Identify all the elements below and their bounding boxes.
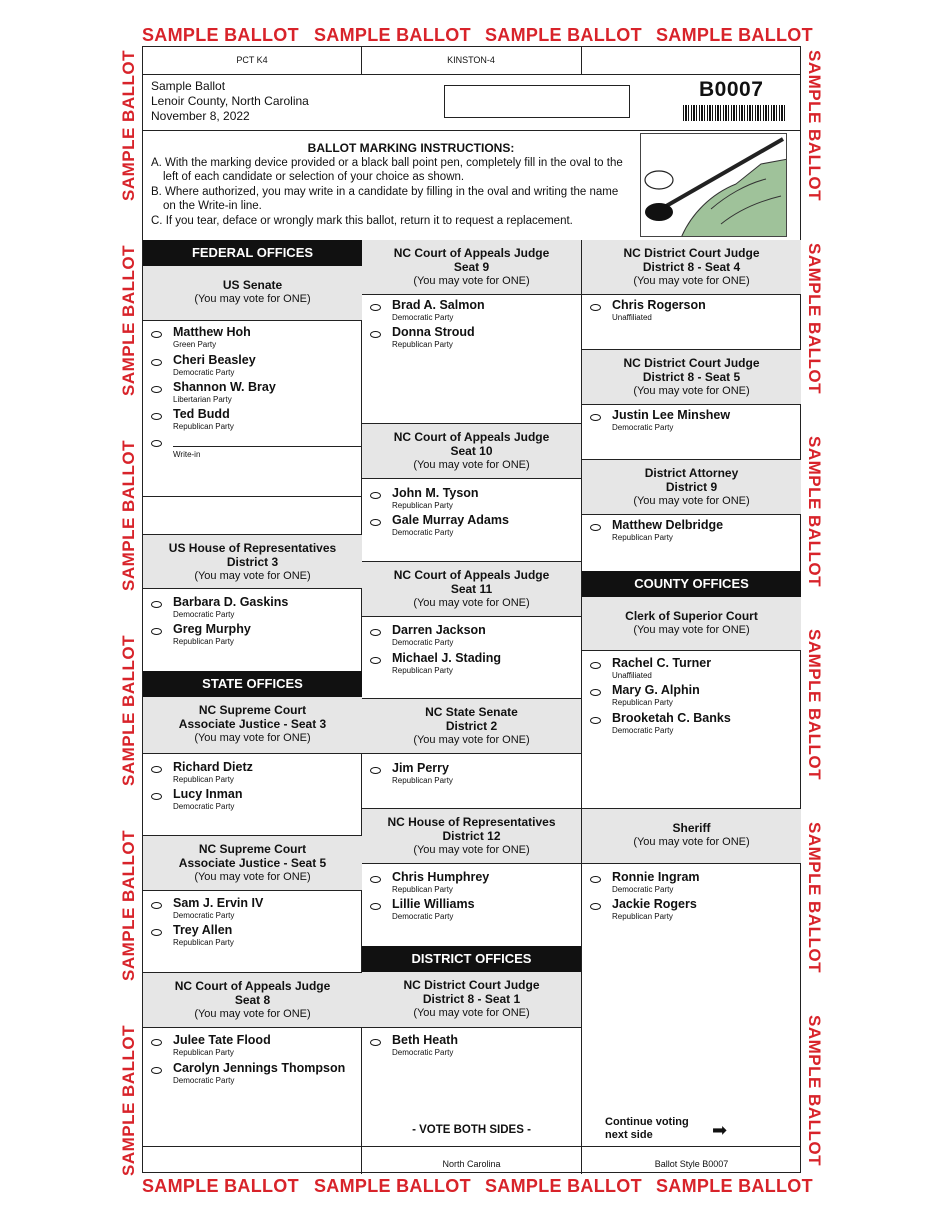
candidate-party: Republican Party: [173, 1048, 234, 1057]
vote-for-one: (You may vote for ONE): [413, 597, 530, 609]
candidate-name: Matthew Delbridge: [612, 518, 724, 532]
watermark-top-1: SAMPLE BALLOT: [142, 25, 299, 45]
contest-title: NC District Court Judge: [403, 978, 540, 992]
ballot-header-info: [151, 79, 309, 124]
watermark-left-4: SAMPLE BALLOT: [119, 635, 138, 786]
watermark-left-1: SAMPLE BALLOT: [119, 50, 138, 201]
watermark-top-3: SAMPLE BALLOT: [485, 25, 642, 45]
vote-for-one: (You may vote for ONE): [413, 1007, 530, 1019]
header-line-2: Lenoir County, North Carolina: [151, 94, 309, 108]
footer-state: North Carolina: [442, 1159, 501, 1169]
watermark-right-4: SAMPLE BALLOT: [805, 629, 824, 780]
vote-for-one: (You may vote for ONE): [194, 570, 311, 582]
candidate-name: Michael J. Stading: [392, 651, 502, 665]
vote-for-one: (You may vote for ONE): [633, 275, 750, 287]
candidate-party: Democratic Party: [392, 638, 454, 647]
candidate-party: Democratic Party: [612, 726, 674, 735]
arrow-right-icon: ➡: [712, 1120, 728, 1140]
vote-for-one: (You may vote for ONE): [194, 293, 311, 305]
candidate-name: Shannon W. Bray: [173, 380, 276, 394]
candidate-party: Democratic Party: [392, 528, 454, 537]
oval-icon[interactable]: [370, 519, 381, 526]
oval-icon[interactable]: [590, 524, 601, 531]
oval-icon[interactable]: [590, 717, 601, 724]
candidate-party: Unaffiliated: [612, 671, 652, 680]
candidate-party: Green Party: [173, 340, 217, 349]
oval-icon[interactable]: [151, 766, 162, 773]
vote-for-one: (You may vote for ONE): [194, 871, 311, 883]
oval-icon[interactable]: [151, 359, 162, 366]
watermark-right-1: SAMPLE BALLOT: [805, 50, 824, 201]
contest-subtitle: District 8 - Seat 5: [642, 370, 741, 384]
section-state-offices: STATE OFFICES: [143, 671, 362, 697]
oval-icon[interactable]: [370, 657, 381, 664]
contest-district-court-8-1-header: [362, 972, 581, 1028]
contest-coa-seat-10-header: [362, 424, 581, 479]
candidate-name: John M. Tyson: [392, 486, 479, 500]
candidate-party: Unaffiliated: [612, 313, 652, 322]
contest-title: NC Supreme Court: [198, 842, 307, 856]
oval-icon[interactable]: [370, 629, 381, 636]
vote-for-one: (You may vote for ONE): [413, 734, 530, 746]
candidate-name: Ted Budd: [173, 407, 230, 421]
contest-us-house-header: [143, 535, 362, 589]
watermark-top-2: SAMPLE BALLOT: [314, 25, 471, 45]
candidate-name: Gale Murray Adams: [392, 513, 509, 527]
contest-subtitle: Seat 11: [450, 582, 493, 596]
candidate-party: Republican Party: [392, 501, 453, 510]
contest-subtitle: District 3: [226, 555, 279, 569]
candidate-name: Donna Stroud: [392, 325, 475, 339]
instruction-c: C. If you tear, deface or wrongly mark this ballot, return it to request a replacement.: [151, 214, 573, 227]
candidate-party: Republican Party: [173, 422, 234, 431]
contest-title: NC State Senate: [425, 705, 518, 719]
contest-nc-senate-2-header: [362, 699, 581, 754]
candidate-party: Democratic Party: [392, 912, 454, 921]
contest-subtitle: District 2: [445, 719, 498, 733]
candidate-name: Brad A. Salmon: [392, 298, 485, 312]
vote-for-one: (You may vote for ONE): [633, 836, 750, 848]
contest-title: NC House of Representatives: [387, 815, 556, 829]
candidate-name: Julee Tate Flood: [173, 1033, 271, 1047]
watermark-bottom-1: SAMPLE BALLOT: [142, 1176, 299, 1196]
contest-title: US House of Representatives: [168, 541, 337, 555]
watermark-left-6: SAMPLE BALLOT: [119, 1025, 138, 1176]
candidate-party: Republican Party: [612, 912, 673, 921]
contest-subtitle: District 8 - Seat 4: [642, 260, 741, 274]
oval-icon[interactable]: [151, 601, 162, 608]
continue-line-1: Continue voting: [605, 1116, 689, 1128]
oval-icon[interactable]: [151, 793, 162, 800]
contest-title: Clerk of Superior Court: [625, 609, 758, 623]
watermark-bottom-3: SAMPLE BALLOT: [485, 1176, 642, 1196]
candidate-name: Cheri Beasley: [173, 353, 256, 367]
contest-title: NC Court of Appeals Judge: [393, 430, 550, 444]
instructions-title: BALLOT MARKING INSTRUCTIONS:: [307, 141, 515, 155]
ballot-style-code: B0007: [699, 78, 764, 101]
contest-district-court-8-5-header: [582, 350, 801, 405]
oval-icon[interactable]: [590, 414, 601, 421]
watermark-top-4: SAMPLE BALLOT: [656, 25, 813, 45]
contest-nc-supreme-court-5-header: [143, 836, 362, 891]
oval-icon[interactable]: [151, 902, 162, 909]
candidate-name: Ronnie Ingram: [612, 870, 700, 884]
contest-coa-seat-8-header: [143, 973, 362, 1028]
candidate-party: Republican Party: [612, 698, 673, 707]
writein-label: Write-in: [173, 450, 201, 459]
candidate-name: Lillie Williams: [392, 897, 475, 911]
section-district-offices: DISTRICT OFFICES: [362, 946, 581, 972]
candidate-name: Mary G. Alphin: [612, 683, 700, 697]
candidate-party: Democratic Party: [612, 885, 674, 894]
hand-marking-icon: [640, 133, 787, 237]
oval-icon[interactable]: [151, 1039, 162, 1046]
candidate-party: Republican Party: [392, 666, 453, 675]
contest-title: NC Court of Appeals Judge: [174, 979, 331, 993]
oval-icon[interactable]: [370, 304, 381, 311]
candidate-name: Trey Allen: [173, 923, 233, 937]
candidate-name: Jim Perry: [392, 761, 449, 775]
oval-icon[interactable]: [590, 304, 601, 311]
candidate-party: Republican Party: [392, 776, 453, 785]
oval-icon[interactable]: [151, 413, 162, 420]
watermark-left-2: SAMPLE BALLOT: [119, 245, 138, 396]
candidate-name: Justin Lee Minshew: [612, 408, 731, 422]
candidate-party: Democratic Party: [612, 423, 674, 432]
contest-subtitle: Seat 8: [234, 993, 271, 1007]
contest-title: NC District Court Judge: [623, 246, 760, 260]
contest-sheriff-header: [582, 809, 801, 864]
contest-subtitle: District 12: [442, 829, 501, 843]
vote-for-one: (You may vote for ONE): [633, 624, 750, 636]
oval-icon[interactable]: [151, 386, 162, 393]
oval-icon[interactable]: [370, 331, 381, 338]
contest-nc-house-12-header: [362, 809, 581, 864]
contest-title: US Senate: [222, 278, 283, 292]
watermark-right-2: SAMPLE BALLOT: [805, 243, 824, 394]
vote-for-one: (You may vote for ONE): [413, 459, 530, 471]
candidate-name: Greg Murphy: [173, 622, 251, 636]
contest-clerk-header: [582, 597, 801, 651]
candidate-name: Barbara D. Gaskins: [173, 595, 289, 609]
vote-for-one: (You may vote for ONE): [633, 495, 750, 507]
contest-coa-seat-11-header: [362, 562, 581, 617]
candidate-name: Rachel C. Turner: [612, 656, 712, 670]
contest-district-attorney-9-header: [582, 460, 801, 515]
oval-icon[interactable]: [151, 331, 162, 338]
ballot-frame: [142, 46, 801, 1173]
vote-for-one: (You may vote for ONE): [413, 275, 530, 287]
contest-title: NC District Court Judge: [623, 356, 760, 370]
candidate-party: Democratic Party: [173, 1076, 235, 1085]
candidate-name: Richard Dietz: [173, 760, 253, 774]
watermark-bottom-4: SAMPLE BALLOT: [656, 1176, 813, 1196]
continue-voting-note: [605, 1116, 689, 1142]
precinct-code: PCT K4: [236, 55, 268, 65]
contest-subtitle: District 9: [665, 480, 718, 494]
barcode-icon: [683, 105, 787, 121]
precinct-name: KINSTON-4: [447, 55, 495, 65]
vote-both-sides-note: - VOTE BOTH SIDES -: [412, 1124, 531, 1136]
candidate-party: Republican Party: [173, 938, 234, 947]
oval-icon[interactable]: [590, 689, 601, 696]
section-federal-offices: FEDERAL OFFICES: [143, 240, 362, 266]
marking-instructions: [151, 141, 631, 228]
candidate-name: Matthew Hoh: [173, 325, 251, 339]
instruction-b: B. Where authorized, you may write in a candidate by filling in the oval and writing the name on the Write-in line.: [151, 185, 619, 212]
oval-icon[interactable]: [151, 440, 162, 447]
candidate-party: Democratic Party: [173, 802, 235, 811]
vote-for-one: (You may vote for ONE): [194, 1008, 311, 1020]
candidate-party: Republican Party: [173, 775, 234, 784]
oval-icon[interactable]: [370, 767, 381, 774]
oval-icon[interactable]: [590, 876, 601, 883]
continue-line-2: next side: [605, 1129, 653, 1141]
oval-icon[interactable]: [590, 662, 601, 669]
oval-icon[interactable]: [370, 903, 381, 910]
contest-title: District Attorney: [644, 466, 739, 480]
candidate-name: Chris Rogerson: [612, 298, 706, 312]
oval-icon[interactable]: [151, 628, 162, 635]
vote-for-one: (You may vote for ONE): [194, 732, 311, 744]
contest-subtitle: Seat 10: [450, 444, 493, 458]
contest-title: Sheriff: [672, 821, 711, 835]
candidate-name: Brooketah C. Banks: [612, 711, 731, 725]
contest-district-court-8-4-header: [582, 240, 801, 295]
oval-icon[interactable]: [151, 929, 162, 936]
contest-subtitle: Seat 9: [453, 260, 490, 274]
contest-title: NC Court of Appeals Judge: [393, 568, 550, 582]
footer-ballot-style: Ballot Style B0007: [654, 1159, 729, 1169]
watermark-right-5: SAMPLE BALLOT: [805, 822, 824, 973]
candidate-name: Carolyn Jennings Thompson: [173, 1061, 346, 1075]
contest-subtitle: Associate Justice - Seat 3: [178, 717, 327, 731]
watermark-right-6: SAMPLE BALLOT: [805, 1015, 824, 1166]
candidate-name: Sam J. Ervin IV: [173, 896, 264, 910]
contest-subtitle: Associate Justice - Seat 5: [178, 856, 327, 870]
candidate-name: Jackie Rogers: [612, 897, 697, 911]
oval-icon[interactable]: [370, 1039, 381, 1046]
contest-coa-seat-9-header: [362, 240, 581, 295]
contest-nc-supreme-court-3-header: [143, 697, 362, 754]
oval-icon[interactable]: [370, 492, 381, 499]
contest-title: NC Court of Appeals Judge: [393, 246, 550, 260]
candidate-name: Darren Jackson: [392, 623, 486, 637]
section-county-offices: COUNTY OFFICES: [582, 571, 801, 597]
ballot-id-box: [444, 85, 630, 118]
candidate-party: Democratic Party: [173, 368, 235, 377]
watermark-left-3: SAMPLE BALLOT: [119, 440, 138, 591]
oval-icon[interactable]: [151, 1067, 162, 1074]
candidate-name: Chris Humphrey: [392, 870, 490, 884]
oval-icon[interactable]: [590, 903, 601, 910]
candidate-party: Republican Party: [612, 533, 673, 542]
candidate-party: Republican Party: [173, 637, 234, 646]
contest-subtitle: District 8 - Seat 1: [422, 992, 521, 1006]
header-line-1: Sample Ballot: [151, 79, 226, 93]
candidate-party: Democratic Party: [173, 911, 235, 920]
candidate-name: Beth Heath: [392, 1033, 458, 1047]
candidate-party: Republican Party: [392, 340, 453, 349]
candidate-party: Republican Party: [392, 885, 453, 894]
header-line-3: November 8, 2022: [151, 109, 250, 123]
contest-us-senate-header: [143, 266, 362, 321]
contest-title: NC Supreme Court: [198, 703, 307, 717]
instruction-a: A. With the marking device provided or a black ball point pen, completely fill in the oval to the left of each candidate or selection of your choice as shown.: [151, 156, 623, 183]
watermark-left-5: SAMPLE BALLOT: [119, 830, 138, 981]
candidate-party: Democratic Party: [392, 313, 454, 322]
oval-icon[interactable]: [370, 876, 381, 883]
candidate-party: Democratic Party: [392, 1048, 454, 1057]
watermark-bottom-2: SAMPLE BALLOT: [314, 1176, 471, 1196]
vote-for-one: (You may vote for ONE): [413, 844, 530, 856]
candidate-name: Lucy Inman: [173, 787, 243, 801]
writein-line[interactable]: [173, 446, 361, 447]
candidate-party: Libertarian Party: [173, 395, 232, 404]
vote-for-one: (You may vote for ONE): [633, 385, 750, 397]
watermark-right-3: SAMPLE BALLOT: [805, 436, 824, 587]
candidate-party: Democratic Party: [173, 610, 235, 619]
